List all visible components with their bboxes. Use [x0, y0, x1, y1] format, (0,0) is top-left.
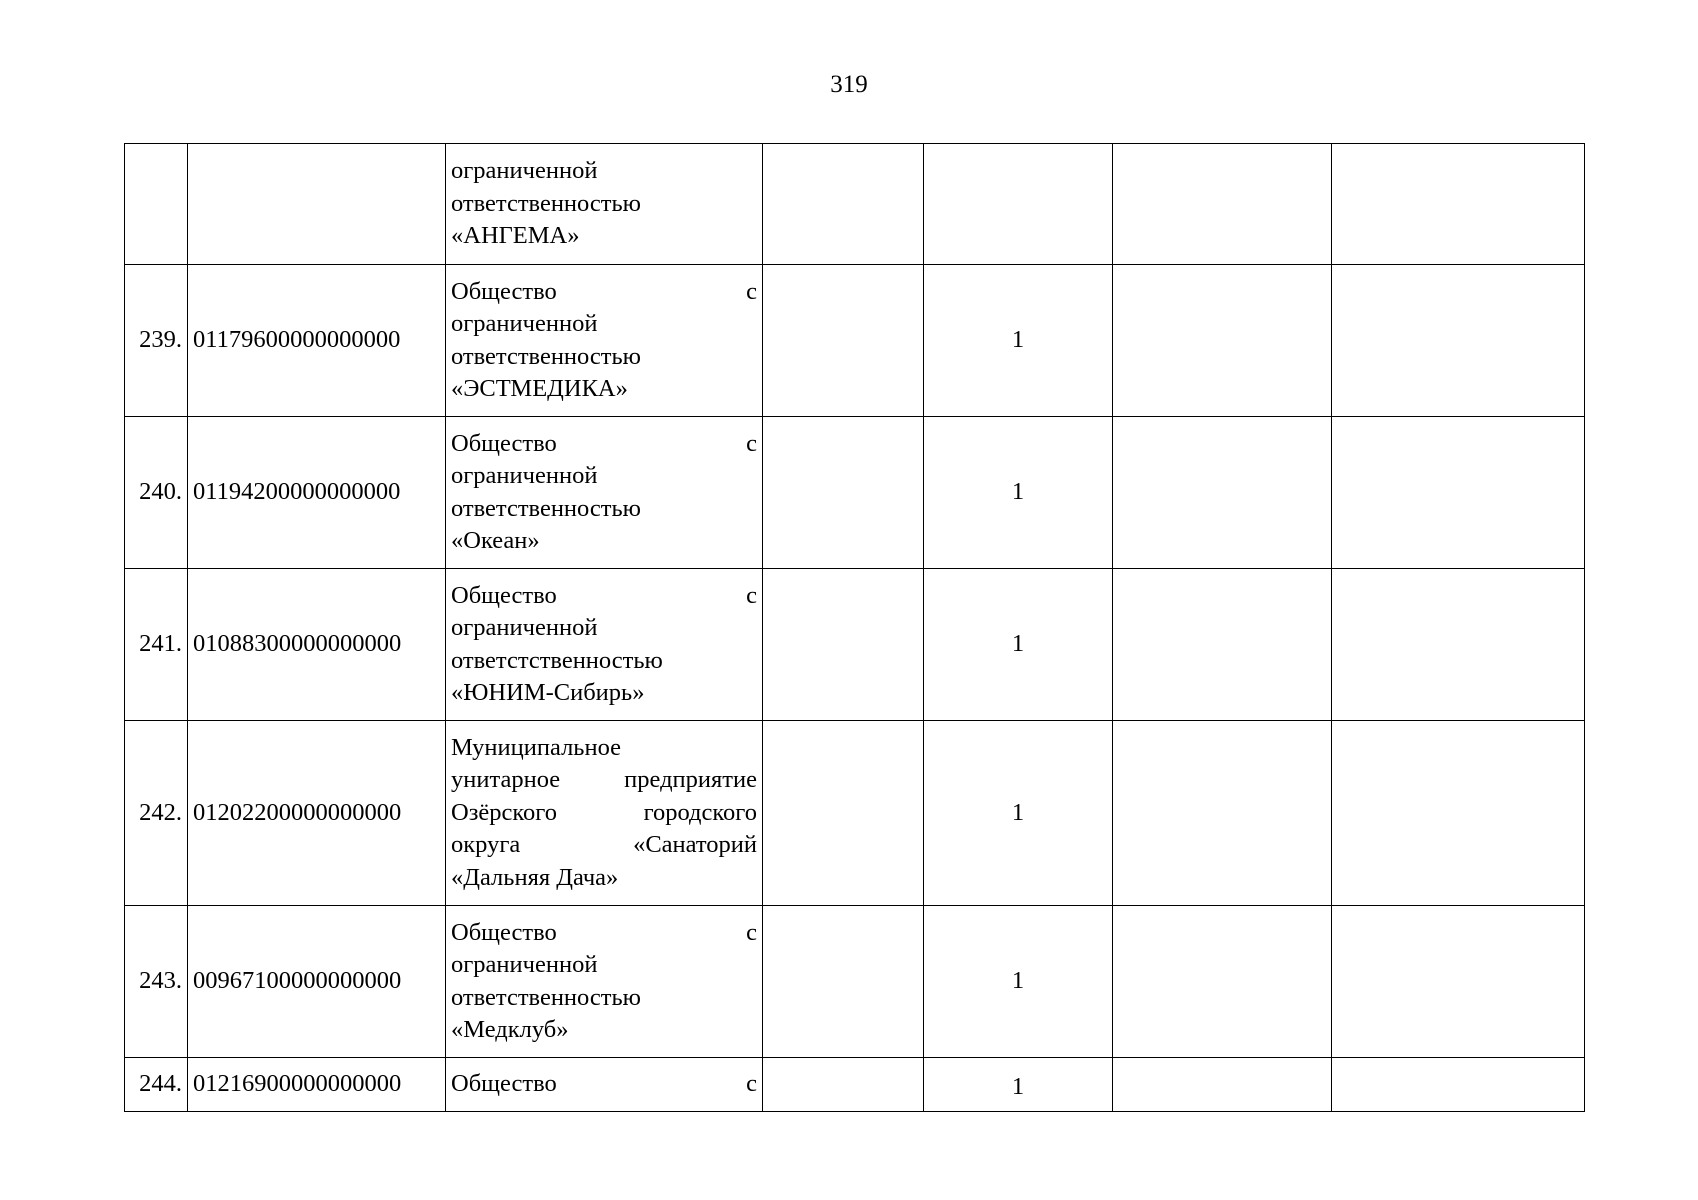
org-code: 00967100000000000 [188, 906, 446, 1058]
table-row [125, 265, 1585, 417]
empty-cell [763, 906, 924, 1058]
quantity-cell: 1 [924, 1058, 1113, 1112]
empty-cell [763, 569, 924, 721]
org-name-line: «ЭСТМЕДИКА» [451, 375, 628, 402]
registry-table [124, 143, 1585, 1112]
org-name-line: «Дальняя Дача» [451, 863, 619, 891]
row-number: 242. [125, 721, 188, 906]
org-name [446, 417, 763, 569]
org-name [446, 569, 763, 721]
table-row [125, 569, 1585, 721]
empty-cell [1332, 721, 1585, 906]
row-number: 243. [125, 906, 188, 1058]
org-name [446, 906, 763, 1058]
empty-cell [1113, 569, 1332, 721]
empty-cell [1332, 265, 1585, 417]
quantity-cell [924, 144, 1113, 265]
empty-cell [763, 721, 924, 906]
org-name-line: «АНГЕМА» [451, 222, 580, 250]
org-name-line: округа «Санаторий [451, 831, 757, 859]
empty-cell [1113, 417, 1332, 569]
org-code: 01088300000000000 [188, 569, 446, 721]
quantity-cell: 1 [924, 721, 1113, 906]
org-name-line: «Медклуб» [451, 1016, 569, 1043]
org-name-line: ограниченной [451, 951, 598, 978]
org-name-line: Общество с [451, 918, 757, 946]
empty-cell [1332, 906, 1585, 1058]
empty-cell [763, 417, 924, 569]
row-number: 241. [125, 569, 188, 721]
empty-cell [1113, 721, 1332, 906]
table-row [125, 906, 1585, 1058]
quantity-cell: 1 [924, 906, 1113, 1058]
empty-cell [763, 1058, 924, 1112]
org-name [446, 721, 763, 906]
org-name-line: Общество с [451, 277, 757, 305]
empty-cell [763, 265, 924, 417]
org-code: 01194200000000000 [188, 417, 446, 569]
org-name-line: ответственностью [451, 342, 641, 370]
org-code: 01202200000000000 [188, 721, 446, 906]
org-name-line: ответстственностью [451, 646, 663, 674]
org-name [446, 144, 763, 265]
quantity-cell: 1 [924, 569, 1113, 721]
org-name-line: Общество с [451, 429, 757, 457]
empty-cell [1113, 906, 1332, 1058]
org-name-line: ответственностью [451, 189, 641, 217]
org-name-line: Общество с [451, 1070, 757, 1098]
empty-cell [1113, 1058, 1332, 1112]
org-code: 01216900000000000 [188, 1058, 446, 1112]
org-name-line: «ЮНИМ-Сибирь» [451, 679, 645, 706]
org-name-line: ограниченной [451, 157, 598, 185]
row-number: 244. [125, 1058, 188, 1112]
org-name-line: ограниченной [451, 462, 598, 489]
org-code: 01179600000000000 [188, 265, 446, 417]
table-row [125, 1058, 1585, 1112]
org-name-line: ограниченной [451, 310, 598, 337]
org-name-line: ограниченной [451, 614, 598, 641]
empty-cell [1113, 144, 1332, 265]
quantity-cell: 1 [924, 265, 1113, 417]
empty-cell [1113, 265, 1332, 417]
row-number: 239. [125, 265, 188, 417]
org-name [446, 265, 763, 417]
empty-cell [1332, 569, 1585, 721]
page-number: 319 [830, 71, 868, 98]
empty-cell [1332, 1058, 1585, 1112]
org-name-line: унитарное предприятие [451, 766, 757, 794]
row-number [125, 144, 188, 265]
org-name-line: Общество с [451, 581, 757, 609]
org-name [446, 1058, 763, 1112]
org-code [188, 144, 446, 265]
table-row [125, 417, 1585, 569]
table-row [125, 144, 1585, 265]
org-name-line: ответственностью [451, 494, 641, 522]
org-name-line: Озёрского городского [451, 798, 757, 826]
empty-cell [763, 144, 924, 265]
empty-cell [1332, 144, 1585, 265]
table-row [125, 721, 1585, 906]
org-name-line: Муниципальное [451, 733, 622, 761]
row-number: 240. [125, 417, 188, 569]
quantity-cell: 1 [924, 417, 1113, 569]
org-name-line: ответственностью [451, 983, 641, 1011]
empty-cell [1332, 417, 1585, 569]
org-name-line: «Океан» [451, 527, 540, 554]
